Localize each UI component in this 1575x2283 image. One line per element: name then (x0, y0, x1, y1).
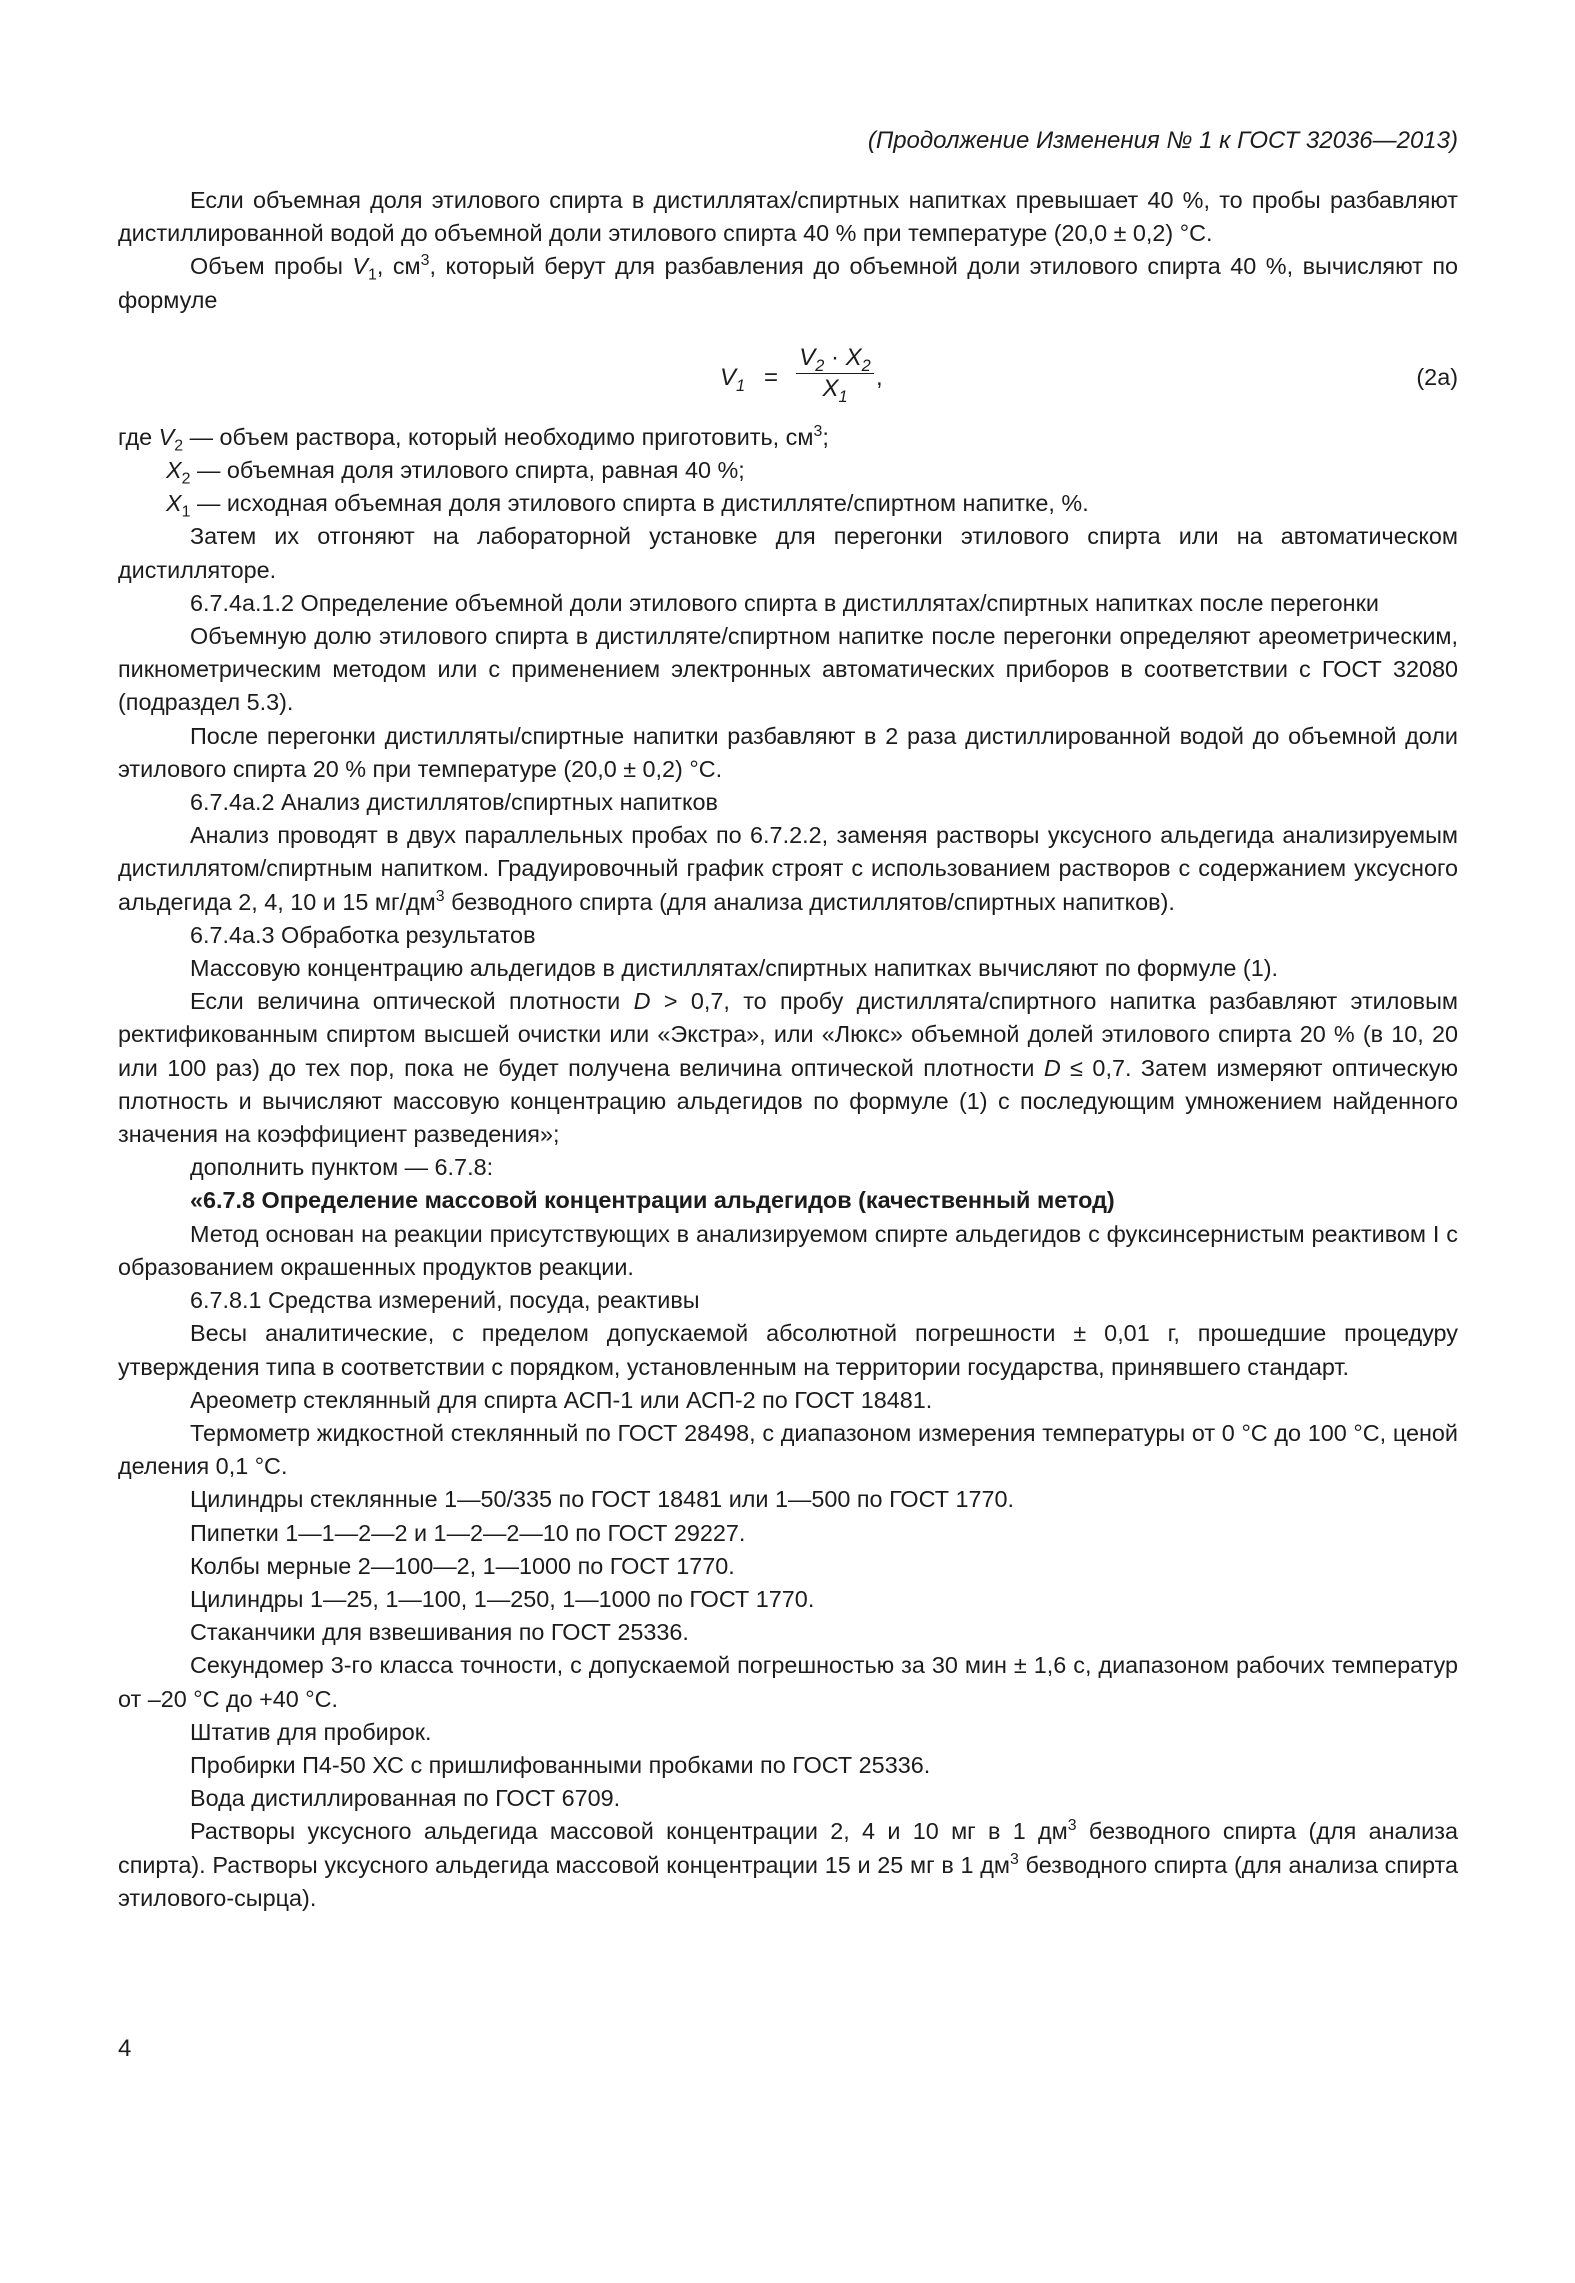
item-hydrometer: Ареометр стеклянный для спирта АСП-1 или АСП-2 по ГОСТ 18481. (190, 1386, 933, 1413)
item-stopwatch: Секундомер 3-го класса точности, с допускаемой погрешностью за 30 мин ± 1,6 с, диапазоном рабочих температур от –20 °С до +40 °С. (118, 1652, 1458, 1712)
var-v: V (352, 253, 369, 280)
item-glass-cylinders: Цилиндры стеклянные 1—50/335 по ГОСТ 18481 или 1—500 по ГОСТ 1770. (190, 1486, 1015, 1513)
paragraph-sample-volume (118, 250, 1458, 316)
superscript: 3 (1009, 1850, 1019, 1868)
var-d: D (633, 988, 651, 1015)
section-6-7-8-1: 6.7.8.1 Средства измерений, посуда, реактивы (190, 1287, 700, 1314)
subscript: 1 (368, 267, 377, 285)
text-run: Анализ проводят в двух параллельных пробах по 6.7.2.2, заменяя растворы уксусного альдегида анализируемым дистиллятом/спиртным напитком. Градуировочный график строят с использованием растворов с содержанием уксусного альдегида 2, 4, 10 и 15 мг/дм (118, 822, 1458, 915)
formula-dot: · (824, 343, 846, 371)
formula-denominator (796, 374, 874, 404)
item-volumetric-flasks: Колбы мерные 2—100—2, 1—1000 по ГОСТ 1770. (190, 1552, 735, 1579)
formula-2a (118, 329, 1458, 421)
subscript: 1 (181, 503, 191, 521)
superscript: 3 (1067, 1817, 1077, 1835)
paragraph-method-basis: Метод основан на реакции присутствующих в анализируемом спирте альдегидов с фуксинсернистым реактивом I с образованием окрашенных продуктов реакции. (118, 1220, 1458, 1280)
superscript: 3 (813, 423, 823, 441)
formula-number: (2а) (1416, 363, 1458, 390)
item-distilled-water: Вода дистиллированная по ГОСТ 6709. (190, 1785, 621, 1812)
item-pipettes: Пипетки 1—1—2—2 и 1—2—2—10 по ГОСТ 29227. (190, 1519, 746, 1546)
formula-equals: = (764, 363, 779, 391)
formula-var: X (822, 374, 839, 402)
text-run: где (118, 423, 159, 450)
var-x1: X (166, 490, 182, 517)
section-6-7-4a-2: 6.7.4а.2 Анализ дистиллятов/спиртных напитков (190, 789, 718, 816)
text-run: безводного спирта (для анализа спирта). Растворы уксусного альдегида массовой концентрации 15 и 25 мг в 1 дм (118, 1818, 1458, 1878)
text-run: Объем пробы (190, 253, 353, 280)
formula-sub: 1 (838, 387, 848, 406)
subscript: 2 (181, 470, 191, 488)
section-6-7-4a-3: 6.7.4а.3 Обработка результатов (190, 921, 536, 948)
paragraph-mass-concentration: Массовую концентрацию альдегидов в дистиллятах/спиртных напитках вычисляют по формуле (1). (190, 955, 1279, 982)
formula-sub: 2 (815, 356, 825, 375)
page-number: 4 (118, 2035, 132, 2062)
where-v2 (118, 421, 1458, 454)
paragraph-dilution-after: После перегонки дистилляты/спиртные напитки разбавляют в 2 раза дистиллированной водой до объемной доли этилового спирта 20 % при температуре (20,0 ± 0,2) °С. (118, 722, 1458, 782)
item-tube-rack: Штатив для пробирок. (190, 1718, 432, 1745)
formula-comma: , (876, 363, 883, 391)
section-6-7-4a-1-2: 6.7.4а.1.2 Определение объемной доли этилового спирта в дистиллятах/спиртных напитках после перегонки (190, 589, 1379, 616)
text-run: — объем раствора, который необходимо приготовить, см (183, 423, 814, 450)
formula-var: X (845, 343, 862, 371)
paragraph-add-clause: дополнить пунктом — 6.7.8: (190, 1154, 494, 1181)
var-d: D (1043, 1054, 1061, 1081)
paragraph-analysis (118, 819, 1458, 919)
running-header: (Продолжение Изменения № 1 к ГОСТ 32036—2013) (867, 127, 1458, 154)
formula-var: V (799, 343, 816, 371)
text-run: , см (376, 253, 421, 280)
text-run: > 0,7, то пробу дистиллята/спиртного напитка разбавляют этиловым ректификованным спиртом высшей очистки или «Экстра», или «Люкс» объемной долей этилового спирта 20 % (в 10, 20 или 100 раз) до тех пор, пока не будет получена величина оптической плотности (118, 988, 1458, 1081)
formula-lhs (720, 361, 745, 394)
text-run: — объемная доля этилового спирта, равная 40 %; (190, 457, 745, 484)
paragraph-dilution-condition: Если объемная доля этилового спирта в дистиллятах/спиртных напитках превышает 40 %, то пробы разбавляют дистиллированной водой до объемной доли этилового спирта 40 % при температуре (20,0 ± 0,2) °С. (118, 187, 1458, 247)
formula-fraction (796, 343, 874, 404)
paragraph-distillation: Затем их отгоняют на лабораторной установке для перегонки этилового спирта или на автоматическом дистилляторе. (118, 523, 1458, 583)
superscript: 3 (435, 887, 445, 905)
item-weighing-bottles: Стаканчики для взвешивания по ГОСТ 25336. (190, 1619, 689, 1646)
text-run: ; (822, 423, 829, 450)
formula-sub: 2 (861, 356, 871, 375)
item-cylinders: Цилиндры 1—25, 1—100, 1—250, 1—1000 по ГОСТ 1770. (190, 1585, 815, 1612)
text-run: Если величина оптической плотности (190, 988, 634, 1015)
formula-var: V (720, 363, 737, 391)
formula-numerator (796, 343, 874, 373)
where-x2 (118, 454, 1458, 487)
text-run: безводного спирта (для анализа спирта этилового-сырца). (118, 1851, 1458, 1911)
text-run: , который берут для разбавления до объемной доли этилового спирта 40 %, вычисляют по формуле (118, 253, 1458, 313)
subscript: 2 (174, 437, 184, 455)
var-x2: X (166, 457, 182, 484)
formula-sub: 1 (736, 376, 746, 395)
superscript: 3 (420, 252, 430, 270)
item-acetaldehyde-solutions (118, 1815, 1458, 1915)
document-body (118, 184, 1458, 1915)
text-run: ≤ 0,7. Затем измеряют оптическую плотность и вычисляют массовую концентрацию альдегидов по формуле (1) с последующим умножением найденного значения на коэффициент разведения»; (118, 1054, 1458, 1148)
var-v2: V (158, 423, 175, 450)
item-scales: Весы аналитические, с пределом допускаемой абсолютной погрешности ± 0,01 г, прошедшие процедуру утверждения типа в соответствии с порядком, установленным на территории государства, принявшего стандарт. (118, 1320, 1458, 1380)
where-x1 (118, 487, 1458, 520)
text-run: Растворы уксусного альдегида массовой концентрации 2, 4 и 10 мг в 1 дм (190, 1818, 1068, 1845)
paragraph-optical-density (118, 985, 1458, 1151)
item-test-tubes: Пробирки П4-50 ХС с пришлифованными пробками по ГОСТ 25336. (190, 1751, 931, 1778)
item-thermometer: Термометр жидкостной стеклянный по ГОСТ 28498, с диапазоном измерения температуры от 0 °С до 100 °С, ценой деления 0,1 °С. (118, 1419, 1458, 1480)
paragraph-volume-fraction-method: Объемную долю этилового спирта в дистилляте/спиртном напитке после перегонки определяют ареометрическим, пикнометрическим методом или с применением электронных автоматических приборов в соответствии с ГОСТ 32080 (подраздел 5.3). (118, 623, 1458, 716)
section-6-7-8-title: «6.7.8 Определение массовой концентрации альдегидов (качественный метод) (190, 1187, 1115, 1214)
text-run: безводного спирта (для анализа дистиллятов/спиртных напитков). (444, 888, 1175, 915)
text-run: — исходная объемная доля этилового спирта в дистилляте/спиртном напитке, %. (190, 490, 1089, 517)
